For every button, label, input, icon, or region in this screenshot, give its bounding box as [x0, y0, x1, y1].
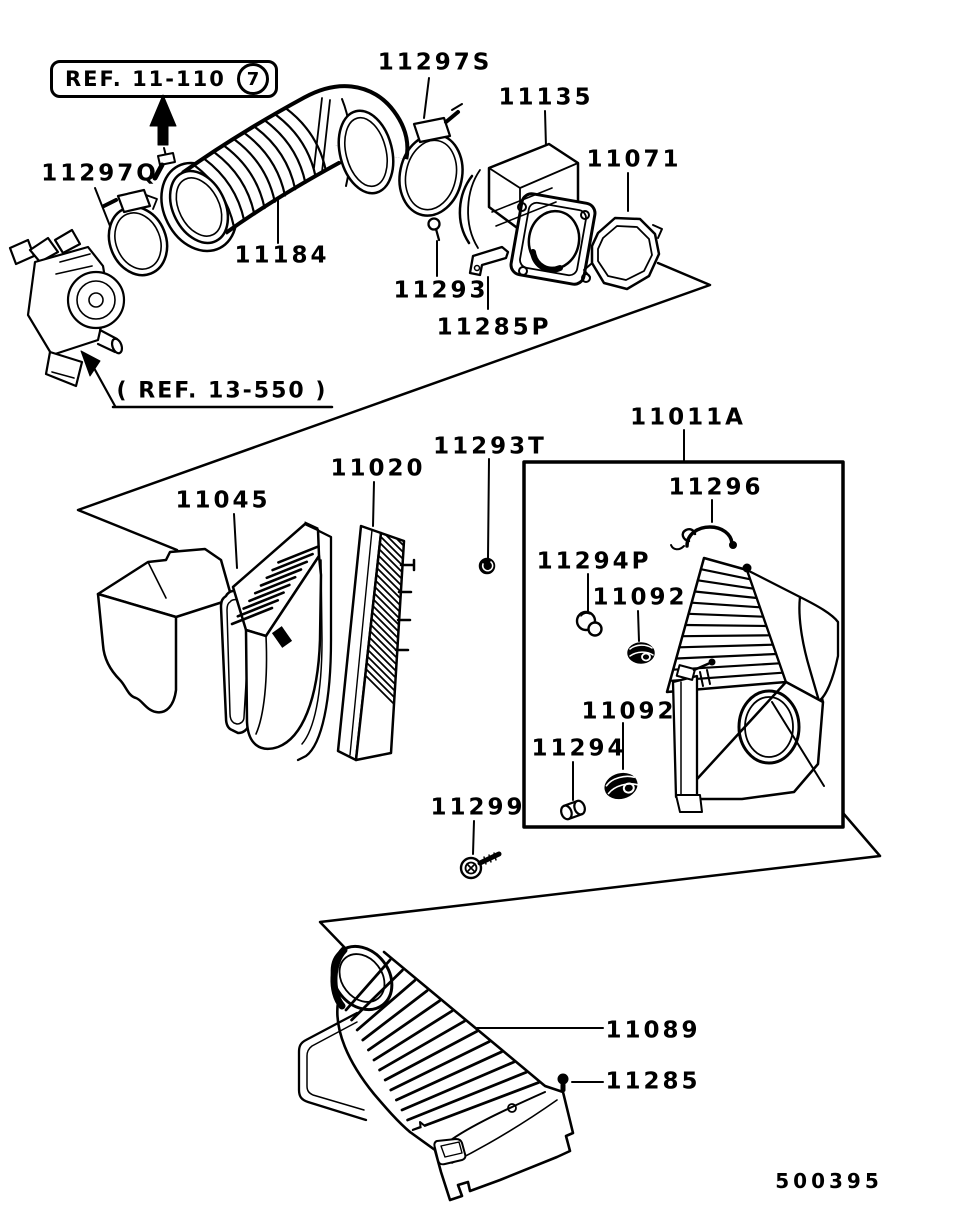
spacer-11294-drawing — [559, 799, 586, 820]
part-label-11020: 11020 — [330, 455, 426, 482]
part-label-11184: 11184 — [234, 242, 330, 269]
part-label-11285: 11285 — [605, 1068, 701, 1095]
part-label-11011a: 11011A — [630, 404, 746, 431]
clamp-11297s-drawing — [392, 104, 470, 222]
part-label-11045: 11045 — [175, 487, 271, 514]
cover-11045-drawing — [98, 522, 331, 760]
bolt-11293-drawing — [429, 219, 440, 241]
part-label-11285p: 11285P — [436, 314, 552, 341]
ref-box-11-110 — [50, 60, 278, 98]
part-label-11296: 11296 — [668, 474, 764, 501]
part-label-11092-lower: 11092 — [581, 698, 677, 725]
grommet-11294p-drawing — [577, 612, 602, 636]
hose-11184-drawing — [147, 98, 401, 264]
part-label-11299: 11299 — [430, 794, 526, 821]
nut-11293t-drawing — [480, 559, 495, 574]
duct-11089-drawing — [299, 935, 573, 1200]
part-label-11294: 11294 — [531, 735, 627, 762]
ref-label-13-550: ( REF. 13-550 ) — [116, 378, 328, 404]
part-label-11293: 11293 — [393, 277, 489, 304]
clamp-11296-drawing — [671, 527, 737, 549]
spacer-11092-lower-drawing — [602, 770, 639, 801]
ref-badge: 7 — [237, 63, 269, 95]
part-label-11135: 11135 — [498, 84, 594, 111]
sheet-code: 500395 — [775, 1169, 883, 1193]
part-label-11071: 11071 — [586, 146, 682, 173]
bracket-11285p-drawing — [470, 247, 508, 275]
gasket-11071-drawing — [584, 218, 662, 289]
part-label-11089: 11089 — [605, 1017, 701, 1044]
part-label-11297q: 11297Q — [41, 160, 159, 187]
part-label-11294p: 11294P — [536, 548, 652, 575]
part-label-11297s: 11297S — [377, 49, 493, 76]
throttle-body-drawing — [10, 230, 124, 386]
housing-11011a-drawing — [667, 558, 838, 812]
part-label-11293t: 11293T — [433, 433, 547, 460]
part-label-11092-upper: 11092 — [592, 584, 688, 611]
bolt-11299-drawing — [461, 853, 499, 878]
bolt-11285-drawing — [558, 1074, 568, 1092]
spacer-11092-upper-drawing — [628, 643, 654, 663]
ref-box-label: REF. 11-110 — [65, 67, 226, 91]
